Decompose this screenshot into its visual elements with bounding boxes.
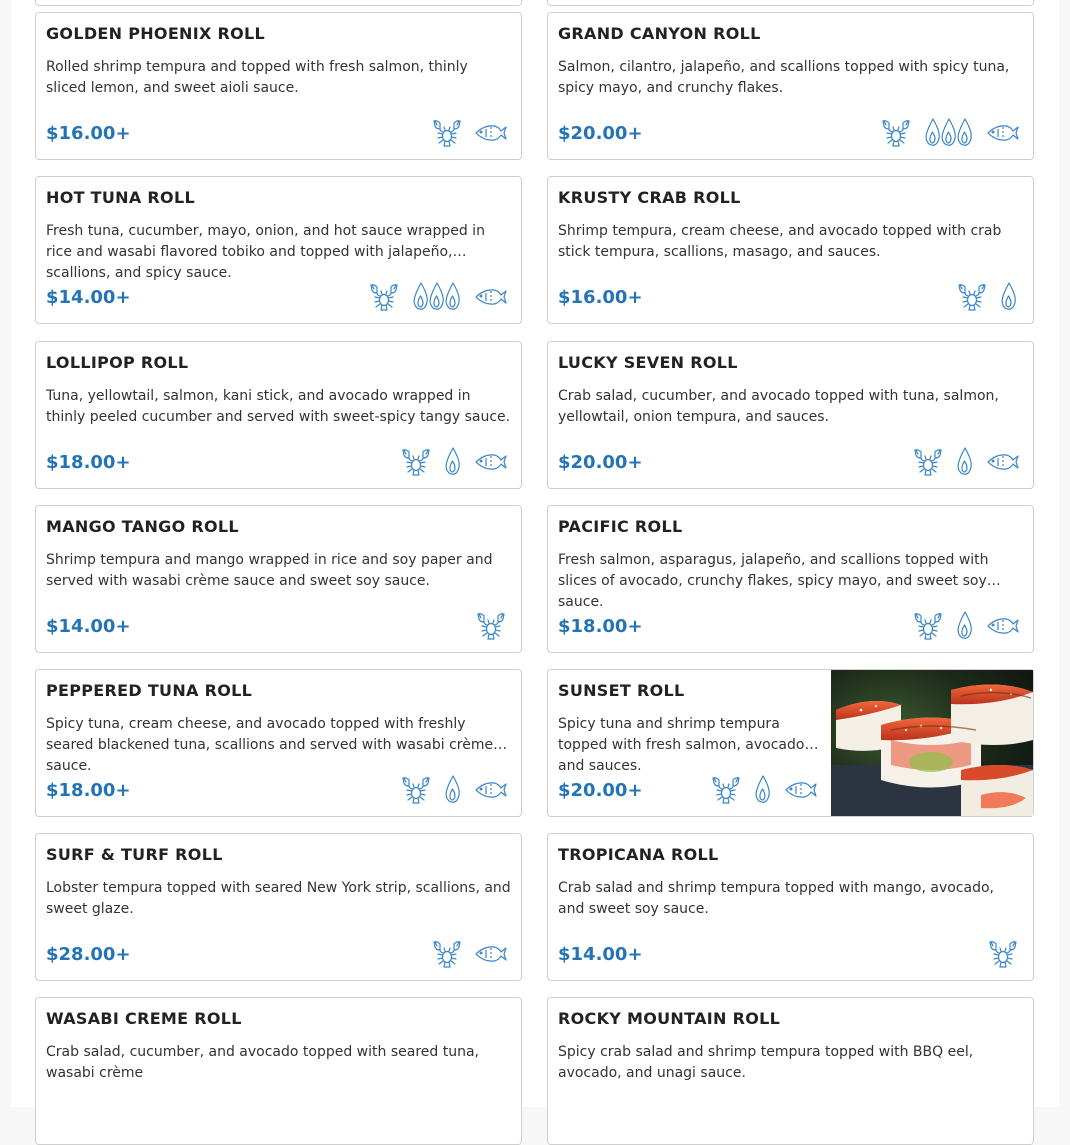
raw-fish-icon [987, 452, 1019, 472]
shellfish-icon [431, 938, 463, 970]
menu-item-name: GOLDEN PHOENIX ROLL [46, 24, 266, 43]
dietary-icons [912, 445, 1019, 479]
menu-item-card[interactable] [35, 997, 522, 1145]
menu-item-price: $20.00+ [558, 780, 643, 801]
dietary-icons [475, 609, 507, 643]
menu-item-price: $18.00+ [46, 780, 131, 801]
menu-item-description: Spicy tuna, cream cheese, and avocado topped with freshly seared blackened tuna, scallions and served with wasabi crème sauce. [46, 716, 494, 774]
menu-item-description: Fresh salmon, asparagus, jalapeño, and scallions topped with slices of avocado, crunchy flakes, spicy mayo, and sweet soy sauce. [558, 552, 989, 610]
shellfish-icon [475, 610, 507, 642]
dietary-icons [987, 937, 1019, 971]
menu-item-description: Salmon, cilantro, jalapeño, and scallions topped with spicy tuna, spicy mayo, and crunchy flakes. [558, 59, 1010, 96]
spicy-icon [444, 446, 463, 478]
menu-item-name: ROCKY MOUNTAIN ROLL [558, 1009, 781, 1028]
raw-fish-icon [475, 123, 507, 143]
dietary-icons [431, 937, 507, 971]
shellfish-icon [400, 774, 432, 806]
menu-item-price: $16.00+ [558, 287, 643, 308]
shellfish-icon [431, 117, 463, 149]
menu-item-card[interactable] [547, 176, 1034, 324]
menu-item-name: HOT TUNA ROLL [46, 188, 195, 207]
raw-fish-icon [987, 123, 1019, 143]
shellfish-icon [400, 446, 432, 478]
menu-item-description: Shrimp tempura, cream cheese, and avocado topped with crab stick tempura, scallions, masago, and sauces. [558, 223, 1002, 260]
menu-item-card[interactable] [547, 505, 1034, 653]
shellfish-icon [912, 446, 944, 478]
raw-fish-icon [475, 780, 507, 800]
menu-item-price: $28.00+ [46, 944, 131, 965]
dietary-icons [710, 773, 817, 807]
dietary-icons [400, 445, 507, 479]
spicy-icon [956, 610, 975, 642]
menu-item-name: SURF & TURF ROLL [46, 845, 223, 864]
shellfish-icon [987, 938, 1019, 970]
menu-item-description: Shrimp tempura and mango wrapped in rice and soy paper and served with wasabi crème sauce and sweet soy sauce. [46, 552, 493, 589]
raw-fish-icon [475, 944, 507, 964]
menu-item-card[interactable] [547, 833, 1034, 981]
shellfish-icon [912, 610, 944, 642]
menu-item-price: $16.00+ [46, 123, 131, 144]
menu-item-description: Crab salad and shrimp tempura topped with mango, avocado, and sweet soy sauce. [558, 880, 994, 917]
shellfish-icon [710, 774, 742, 806]
menu-item-name: KRUSTY CRAB ROLL [558, 188, 741, 207]
raw-fish-icon [475, 287, 507, 307]
menu-item-card-partial[interactable] [547, 0, 1034, 6]
spicy-level-3-icon [924, 117, 975, 149]
menu-item-price: $14.00+ [558, 944, 643, 965]
menu-item-card[interactable] [35, 833, 522, 981]
menu-item-card[interactable] [35, 341, 522, 489]
dietary-icons [368, 280, 507, 314]
menu-item-name: WASABI CREME ROLL [46, 1009, 242, 1028]
menu-item-card-partial[interactable] [35, 0, 522, 6]
shellfish-icon [956, 281, 988, 313]
menu-item-price: $18.00+ [46, 452, 131, 473]
menu-item-card[interactable] [35, 176, 522, 324]
menu-item-price: $18.00+ [558, 616, 643, 637]
menu-item-price: $14.00+ [46, 287, 131, 308]
menu-item-description: Fresh tuna, cucumber, mayo, onion, and hot sauce wrapped in rice and wasabi flavored tobiko and topped with jalapeño, scallions, and spicy sauce. [46, 223, 485, 281]
menu-item-name: PACIFIC ROLL [558, 517, 683, 536]
raw-fish-icon [785, 780, 817, 800]
menu-item-card[interactable] [547, 341, 1034, 489]
menu-item-description: Rolled shrimp tempura and topped with fresh salmon, thinly sliced lemon, and sweet aioli sauce. [46, 59, 468, 96]
dietary-icons [912, 609, 1019, 643]
spicy-icon [1000, 281, 1019, 313]
menu-item-description: Lobster tempura topped with seared New York strip, scallions, and sweet glaze. [46, 880, 511, 917]
dietary-icons [431, 116, 507, 150]
menu-item-price: $20.00+ [558, 452, 643, 473]
dietary-icons [400, 773, 507, 807]
spicy-icon [956, 446, 975, 478]
menu-item-description: Spicy tuna and shrimp tempura topped with fresh salmon, avocado, and sauces. [558, 716, 809, 774]
raw-fish-icon [475, 452, 507, 472]
raw-fish-icon [987, 616, 1019, 636]
menu-item-name: LUCKY SEVEN ROLL [558, 353, 738, 372]
menu-item-name: GRAND CANYON ROLL [558, 24, 761, 43]
menu-item-price: $14.00+ [46, 616, 131, 637]
menu-item-card[interactable] [35, 505, 522, 653]
menu-page [11, 0, 1059, 1107]
menu-item-name: LOLLIPOP ROLL [46, 353, 189, 372]
spicy-icon [444, 774, 463, 806]
shellfish-icon [368, 281, 400, 313]
sushi-roll-photo [831, 670, 1033, 816]
spicy-icon [754, 774, 773, 806]
menu-item-card[interactable] [35, 12, 522, 160]
menu-item-name: PEPPERED TUNA ROLL [46, 681, 253, 700]
menu-item-card[interactable] [547, 12, 1034, 160]
menu-item-card[interactable] [547, 669, 1034, 817]
menu-item-name: MANGO TANGO ROLL [46, 517, 239, 536]
menu-item-card[interactable] [547, 997, 1034, 1145]
menu-item-description: Tuna, yellowtail, salmon, kani stick, and avocado wrapped in thinly peeled cucumber and served with sweet-spicy tangy sauce. [46, 388, 511, 425]
menu-item-name: TROPICANA ROLL [558, 845, 719, 864]
menu-item-description: Crab salad, cucumber, and avocado topped with tuna, salmon, yellowtail, onion tempura, and sauces. [558, 388, 999, 425]
dietary-icons [956, 280, 1019, 314]
menu-item-card[interactable] [35, 669, 522, 817]
dietary-icons [880, 116, 1019, 150]
menu-item-description: Crab salad, cucumber, and avocado topped with seared tuna, wasabi crème [46, 1044, 479, 1081]
menu-item-price: $20.00+ [558, 123, 643, 144]
spicy-level-3-icon [412, 281, 463, 313]
menu-item-description: Spicy crab salad and shrimp tempura topped with BBQ eel, avocado, and unagi sauce. [558, 1044, 974, 1081]
menu-item-name: SUNSET ROLL [558, 681, 685, 700]
shellfish-icon [880, 117, 912, 149]
